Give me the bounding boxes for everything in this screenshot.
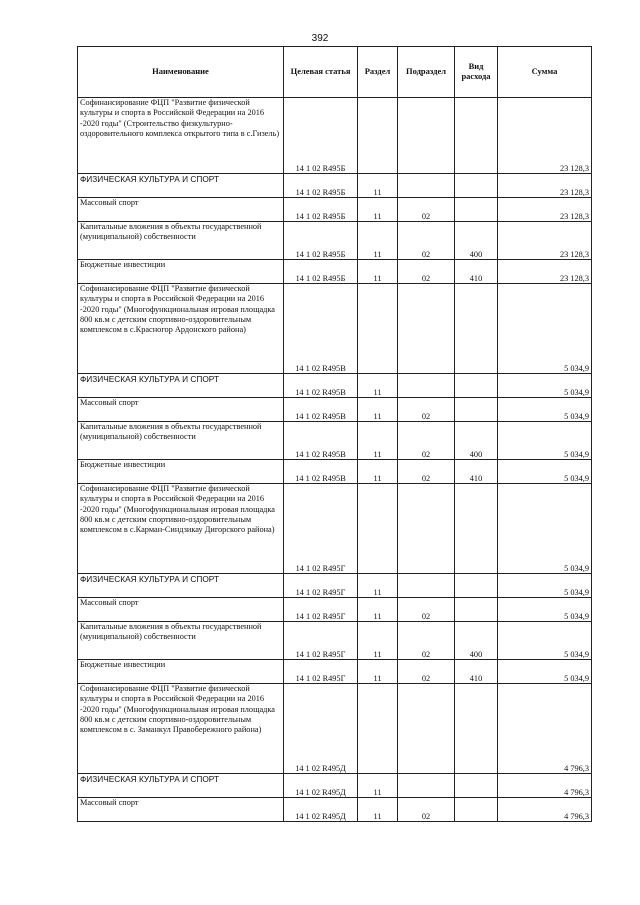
cell-sum: 5 034,9 [498,660,592,684]
header-subsection: Подраздел [398,47,455,98]
header-section: Раздел [358,47,398,98]
table-row [78,774,592,798]
cell-section [358,98,398,174]
table-row [78,574,592,598]
row-name-text: Бюджетные инвестиции [80,660,166,669]
cell-subsection: 02 [398,460,455,484]
cell-section [358,484,398,574]
cell-code: 14 1 02 R495Г [284,484,358,574]
cell-sum: 23 128,3 [498,98,592,174]
cell-expense: 410 [455,660,498,684]
cell-name [78,260,284,284]
table-row [78,98,592,174]
cell-section: 11 [358,798,398,822]
cell-expense [455,484,498,574]
table-row [78,284,592,374]
cell-code: 14 1 02 R495Д [284,684,358,774]
cell-name [78,398,284,422]
cell-sum: 4 796,3 [498,774,592,798]
cell-code: 14 1 02 R495Д [284,774,358,798]
cell-section: 11 [358,622,398,660]
cell-section: 11 [358,260,398,284]
row-name-text: ФИЗИЧЕСКАЯ КУЛЬТУРА И СПОРТ [80,774,220,784]
row-name-text: Бюджетные инвестиции [80,460,166,469]
table-row [78,598,592,622]
row-name-text: Бюджетные инвестиции [80,260,166,269]
row-name-text: Софинансирование ФЦП "Развитие физической культуры и спорта в Российской Федерации на 2016 -2020 годы" (Многофункциональная игровая площадка 800 кв.м с детским спортивно-оздоровительным комплексом в с. Заманкул Правобережного района) [80,684,275,735]
cell-expense [455,598,498,622]
cell-sum: 23 128,3 [498,174,592,198]
cell-expense: 400 [455,222,498,260]
cell-subsection [398,484,455,574]
table-row [78,174,592,198]
cell-sum: 5 034,9 [498,284,592,374]
cell-name [78,174,284,198]
cell-subsection: 02 [398,222,455,260]
cell-expense: 400 [455,622,498,660]
cell-subsection: 02 [398,622,455,660]
row-name-text: Капитальные вложения в объекты государственной (муниципальной) собственности [80,222,262,242]
cell-section: 11 [358,598,398,622]
header-row [78,47,592,98]
cell-expense [455,174,498,198]
table-row [78,460,592,484]
cell-sum: 5 034,9 [498,598,592,622]
cell-subsection: 02 [398,798,455,822]
cell-code: 14 1 02 R495Г [284,598,358,622]
cell-sum: 5 034,9 [498,460,592,484]
cell-section: 11 [358,374,398,398]
table-row [78,398,592,422]
cell-code: 14 1 02 R495В [284,398,358,422]
cell-section [358,684,398,774]
cell-name [78,374,284,398]
cell-code: 14 1 02 R495Г [284,574,358,598]
cell-section [358,284,398,374]
header-code: Целевая статья [284,47,358,98]
row-name-text: ФИЗИЧЕСКАЯ КУЛЬТУРА И СПОРТ [80,174,220,184]
cell-section: 11 [358,774,398,798]
cell-subsection: 02 [398,422,455,460]
budget-table [77,46,592,822]
cell-section: 11 [358,198,398,222]
cell-section: 11 [358,222,398,260]
row-name-text: Софинансирование ФЦП "Развитие физической культуры и спорта в Российской Федерации на 2016 -2020 годы" (Многофункциональная игровая площадка 800 кв.м с детским спортивно-оздоровительным комплексом в с.Красногор Ардонского района) [80,284,275,335]
cell-expense [455,284,498,374]
cell-sum: 23 128,3 [498,198,592,222]
cell-subsection [398,374,455,398]
cell-name [78,198,284,222]
header-name: Наименование [78,47,284,98]
cell-subsection [398,98,455,174]
row-name-text: Капитальные вложения в объекты государственной (муниципальной) собственности [80,422,262,442]
table-row [78,222,592,260]
cell-code: 14 1 02 R495Г [284,660,358,684]
cell-name [78,574,284,598]
cell-name [78,684,284,774]
cell-sum: 23 128,3 [498,222,592,260]
cell-expense: 410 [455,460,498,484]
cell-name [78,798,284,822]
table-row [78,660,592,684]
cell-code: 14 1 02 R495Б [284,222,358,260]
cell-name [78,774,284,798]
cell-name [78,484,284,574]
cell-subsection [398,174,455,198]
cell-name [78,660,284,684]
table-row [78,622,592,660]
cell-sum: 5 034,9 [498,484,592,574]
cell-name [78,284,284,374]
cell-sum: 5 034,9 [498,398,592,422]
cell-sum: 4 796,3 [498,684,592,774]
cell-section: 11 [358,460,398,484]
row-name-text: ФИЗИЧЕСКАЯ КУЛЬТУРА И СПОРТ [80,374,220,384]
cell-expense: 400 [455,422,498,460]
cell-subsection: 02 [398,660,455,684]
cell-name [78,622,284,660]
cell-code: 14 1 02 R495Б [284,98,358,174]
table-row [78,484,592,574]
cell-subsection: 02 [398,260,455,284]
page-number: 392 [311,33,329,44]
cell-sum: 23 128,3 [498,260,592,284]
cell-expense [455,398,498,422]
cell-subsection: 02 [398,198,455,222]
cell-name [78,598,284,622]
cell-expense [455,574,498,598]
cell-expense: 410 [455,260,498,284]
cell-code: 14 1 02 R495Д [284,798,358,822]
cell-name [78,460,284,484]
cell-subsection: 02 [398,598,455,622]
row-name-text: Капитальные вложения в объекты государственной (муниципальной) собственности [80,622,262,642]
table-row [78,798,592,822]
table-row [78,684,592,774]
cell-sum: 5 034,9 [498,374,592,398]
cell-expense [455,98,498,174]
cell-sum: 5 034,9 [498,422,592,460]
cell-code: 14 1 02 R495В [284,422,358,460]
table-row [78,198,592,222]
cell-sum: 5 034,9 [498,574,592,598]
cell-section: 11 [358,660,398,684]
cell-expense [455,798,498,822]
cell-subsection [398,284,455,374]
cell-section: 11 [358,398,398,422]
cell-name [78,422,284,460]
cell-code: 14 1 02 R495В [284,460,358,484]
cell-code: 14 1 02 R495В [284,284,358,374]
cell-sum: 4 796,3 [498,798,592,822]
cell-subsection [398,774,455,798]
cell-subsection [398,684,455,774]
header-sum: Сумма [498,47,592,98]
row-name-text: Софинансирование ФЦП "Развитие физической культуры и спорта в Российской Федерации на 2016 -2020 годы" (Многофункциональная игровая площадка 800 кв.м с детским спортивно-оздоровительным комплексом в с.Карман-Синдзикау Дигорского района) [80,484,275,535]
cell-code: 14 1 02 R495В [284,374,358,398]
cell-expense [455,198,498,222]
cell-expense [455,774,498,798]
cell-name [78,98,284,174]
cell-subsection: 02 [398,398,455,422]
table-row [78,260,592,284]
row-name-text: ФИЗИЧЕСКАЯ КУЛЬТУРА И СПОРТ [80,574,220,584]
row-name-text: Массовый спорт [80,198,139,207]
cell-sum: 5 034,9 [498,622,592,660]
cell-code: 14 1 02 R495Б [284,198,358,222]
header-expense: Вид расхода [455,47,498,98]
cell-subsection [398,574,455,598]
cell-code: 14 1 02 R495Г [284,622,358,660]
table-row [78,422,592,460]
row-name-text: Софинансирование ФЦП "Развитие физической культуры и спорта в Российской Федерации на 2016 -2020 годы" (Строительство физкультурно-оздоровительного комплекса открытого типа в с.Гизель) [80,98,280,139]
cell-code: 14 1 02 R495Б [284,174,358,198]
cell-expense [455,374,498,398]
cell-name [78,222,284,260]
cell-code: 14 1 02 R495Б [284,260,358,284]
cell-section: 11 [358,422,398,460]
table-row [78,374,592,398]
cell-section: 11 [358,174,398,198]
row-name-text: Массовый спорт [80,798,139,807]
cell-expense [455,684,498,774]
cell-section: 11 [358,574,398,598]
row-name-text: Массовый спорт [80,598,139,607]
row-name-text: Массовый спорт [80,398,139,407]
